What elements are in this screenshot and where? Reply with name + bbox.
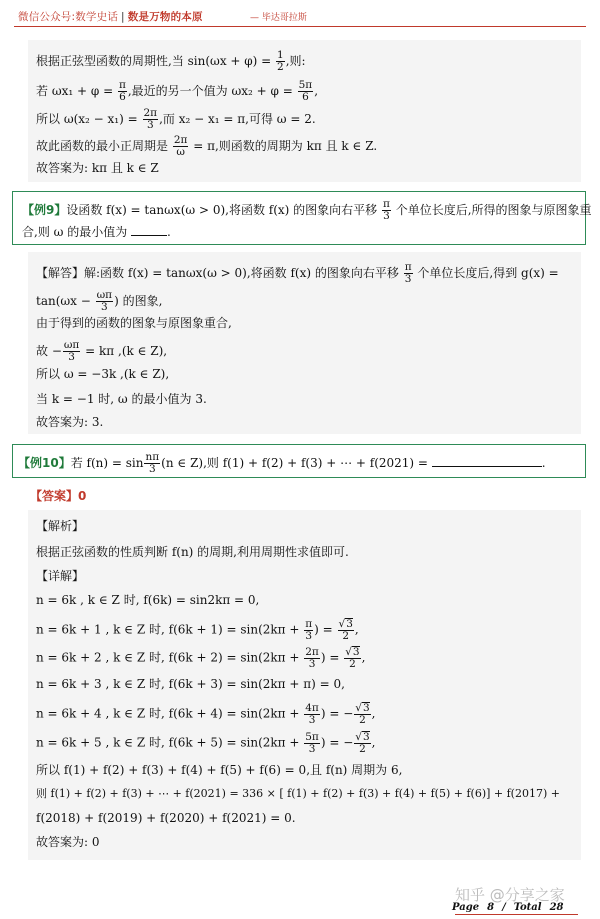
fraction xyxy=(344,646,360,670)
denominator: 3 xyxy=(101,301,108,313)
text: , xyxy=(361,650,366,665)
example-9-tag: 【例9】 xyxy=(22,203,67,217)
numerator: 5π xyxy=(305,730,319,743)
example-10-tag: 【例10】 xyxy=(18,456,71,470)
text: 若 f(n) = sin xyxy=(70,456,144,470)
denominator: 3 xyxy=(146,119,154,131)
numerator: √3 xyxy=(355,702,370,714)
text: 个单位长度后,所得的图象与原图象重 xyxy=(391,203,592,217)
radicand: 3 xyxy=(362,702,370,714)
text: 解:函数 f(x) = tanωx(ω > 0),将函数 f(x) 的图象向右平移 xyxy=(84,266,403,280)
numerator: 4π xyxy=(305,701,319,714)
block1-line5: 故答案为: kπ 且 k ∈ Z xyxy=(36,161,159,175)
fraction xyxy=(63,340,80,363)
solution9-line6: 当 k = −1 时, ω 的最小值为 3. xyxy=(36,392,207,406)
fraction xyxy=(276,50,285,73)
fraction xyxy=(143,108,159,131)
denominator: 3 xyxy=(68,351,75,363)
denominator: 2 xyxy=(359,714,366,726)
text: = kπ ,(k ∈ Z), xyxy=(81,344,168,358)
text: 设函数 f(x) = tanωx(ω > 0),将函数 f(x) 的图象向右平移 xyxy=(66,203,381,217)
block1-line1 xyxy=(36,50,306,73)
text: 根据正弦型函数的周期性,当 sin(ωx + φ) = xyxy=(36,54,276,68)
detail-row-6 xyxy=(36,731,375,755)
solution9-line4 xyxy=(36,340,167,363)
radicand: 3 xyxy=(346,618,353,630)
denominator: 3 xyxy=(404,273,412,285)
numerator: ωπ xyxy=(63,339,80,351)
text: , xyxy=(371,735,376,750)
solution-tag: 【解答】 xyxy=(36,266,85,280)
denominator: 2 xyxy=(349,658,356,670)
header-attribution: — 毕达哥拉斯 xyxy=(250,13,307,23)
answer-blank xyxy=(432,454,542,467)
fraction xyxy=(338,618,354,642)
numerator: π xyxy=(383,198,390,210)
fraction xyxy=(404,262,413,285)
detail-tag: 【详解】 xyxy=(36,569,85,583)
solution9-line3: 由于得到的函数的图象与原图象重合, xyxy=(36,316,232,330)
detail-row-8: 则 f(1) + f(2) + f(3) + ⋯ + f(2021) = 336 × [ f(1) + f(2) + f(3) + f(4) + f(5) + f(6)] + f(2017) + xyxy=(36,787,560,800)
detail-row-7: 所以 f(1) + f(2) + f(3) + f(4) + f(5) + f(6) = 0,且 f(n) 周期为 6, xyxy=(36,763,403,777)
numerator: 2π xyxy=(305,645,319,658)
fraction xyxy=(354,702,370,726)
numerator: ωπ xyxy=(96,289,113,301)
header-separator: | xyxy=(121,11,125,23)
page-header xyxy=(0,0,600,30)
example10-line xyxy=(18,452,546,475)
total-pages: 28 xyxy=(549,902,564,913)
header-source-text: 微信公众号:数学史话 xyxy=(18,11,119,23)
example9-line2 xyxy=(22,223,171,240)
numerator: 1 xyxy=(277,49,284,61)
fraction xyxy=(304,619,313,642)
text: n = 6k + 4 , k ∈ Z 时, f(6k + 4) = sin(2kπ + xyxy=(36,706,304,721)
text: , xyxy=(354,622,359,637)
text: . xyxy=(167,225,171,239)
radicand: 3 xyxy=(352,646,360,658)
fraction xyxy=(354,731,370,755)
fraction xyxy=(304,647,320,670)
text: 故 − xyxy=(36,344,62,358)
numerator: π xyxy=(404,261,412,273)
analysis-tag: 【解析】 xyxy=(36,519,85,533)
text: ) = − xyxy=(320,706,354,721)
header-divider xyxy=(14,26,586,27)
detail-row-9: f(2018) + f(2019) + f(2020) + f(2021) = 0. xyxy=(36,811,296,825)
text: = π,则函数的周期为 kπ 且 k ∈ Z. xyxy=(189,139,378,153)
numerator: √3 xyxy=(345,646,360,658)
detail-row-1: n = 6k , k ∈ Z 时, f(6k) = sin2kπ = 0, xyxy=(36,593,260,607)
watermark: 知乎 @分享之家 xyxy=(455,886,565,904)
text: ,最近的另一个值为 ωx₂ + φ = xyxy=(127,84,297,98)
text: n = 6k + 1 , k ∈ Z 时, f(6k + 1) = sin(2kπ + xyxy=(36,622,304,637)
denominator: 2 xyxy=(277,61,284,73)
footer-divider xyxy=(455,914,578,915)
text: 故此函数的最小正周期是 xyxy=(36,139,172,153)
header-tagline: 数是万物的本原 xyxy=(127,11,203,23)
fraction xyxy=(298,80,314,103)
denominator: 3 xyxy=(308,657,316,670)
denominator: 2 xyxy=(342,630,350,642)
text: 个单位长度后,得到 g(x) = xyxy=(413,266,559,280)
detail-row-2 xyxy=(36,618,359,642)
denominator: ω xyxy=(176,146,185,158)
text: ) 的图象, xyxy=(114,294,163,308)
fraction xyxy=(144,452,160,475)
answer-tag: 【答案】 xyxy=(30,489,79,503)
page-label: Page xyxy=(452,902,480,913)
text: ) = xyxy=(320,650,344,665)
solution9-line2 xyxy=(36,290,162,313)
text: ,而 x₂ − x₁ = π,可得 ω = 2. xyxy=(159,112,316,126)
numerator: nπ xyxy=(145,451,160,463)
numerator: 2π xyxy=(173,134,188,146)
denominator: 2 xyxy=(359,743,366,755)
detail-row-4: n = 6k + 3 , k ∈ Z 时, f(6k + 3) = sin(2kπ + π) = 0, xyxy=(36,677,345,691)
detail-row-10: 故答案为: 0 xyxy=(36,835,100,849)
total-label: Total xyxy=(513,902,542,913)
numerator: π xyxy=(305,617,313,630)
denominator: 6 xyxy=(119,91,126,103)
fraction xyxy=(173,135,189,158)
text: ) = − xyxy=(320,735,354,750)
answer-value: 0 xyxy=(78,489,87,503)
analysis-text: 根据正弦函数的性质判断 f(n) 的周期,利用周期性求值即可. xyxy=(36,545,349,559)
text: n = 6k + 5 , k ∈ Z 时, f(6k + 5) = sin(2kπ + xyxy=(36,735,304,750)
text: 合,则 ω 的最小值为 xyxy=(22,225,132,239)
header-source xyxy=(18,9,203,24)
text: 所以 ω(x₂ − x₁) = xyxy=(36,112,142,126)
solution9-line1 xyxy=(36,262,559,285)
example9-line1 xyxy=(22,199,592,222)
denominator: 3 xyxy=(308,713,316,726)
solution9-line7: 故答案为: 3. xyxy=(36,415,104,429)
radicand: 3 xyxy=(362,731,370,743)
numerator: 5π xyxy=(298,79,313,91)
denominator: 3 xyxy=(305,629,313,642)
fraction xyxy=(118,80,127,103)
text: , xyxy=(314,84,319,98)
numerator: √3 xyxy=(355,731,370,743)
answer-blank xyxy=(131,223,167,236)
solution9-line5: 所以 ω = −3k ,(k ∈ Z), xyxy=(36,367,170,381)
numerator: √3 xyxy=(338,618,353,630)
denominator: 6 xyxy=(302,91,309,103)
text: , xyxy=(371,706,376,721)
page-number: 8 xyxy=(487,902,495,913)
fraction xyxy=(382,199,391,222)
text: . xyxy=(541,456,546,470)
detail-row-5 xyxy=(36,702,375,726)
fraction xyxy=(304,703,320,726)
text: (n ∈ Z),则 f(1) + f(2) + f(3) + ⋯ + f(2021) = xyxy=(161,456,432,470)
answer-line xyxy=(30,488,86,504)
detail-row-3 xyxy=(36,646,365,670)
text: ) = xyxy=(314,622,337,637)
denominator: 3 xyxy=(383,210,390,222)
numerator: 2π xyxy=(143,107,158,119)
fraction xyxy=(304,732,320,755)
numerator: π xyxy=(118,79,126,91)
text: n = 6k + 2 , k ∈ Z 时, f(6k + 2) = sin(2kπ + xyxy=(36,650,304,665)
text: tan(ωx − xyxy=(36,294,95,308)
block1-line2 xyxy=(36,80,318,103)
denominator: 3 xyxy=(308,742,316,755)
fraction xyxy=(96,290,113,313)
denominator: 3 xyxy=(148,463,156,475)
page-footer xyxy=(452,902,572,913)
block1-line3 xyxy=(36,108,316,131)
page-separator: / xyxy=(502,902,506,913)
text: 若 ωx₁ + φ = xyxy=(36,84,117,98)
block1-line4 xyxy=(36,135,377,158)
text: ,则: xyxy=(285,54,306,68)
